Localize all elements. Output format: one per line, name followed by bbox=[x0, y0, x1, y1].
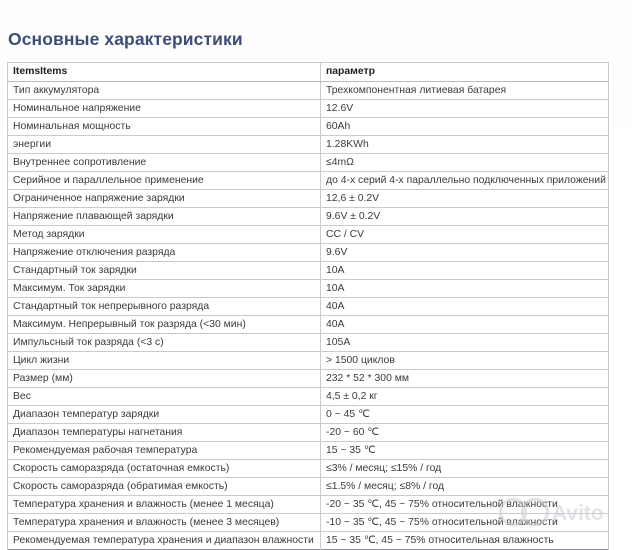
table-header-cell-items: ItemsItems bbox=[8, 63, 321, 82]
table-cell-item: Ограниченное напряжение зарядки bbox=[8, 190, 321, 208]
table-cell-item: Размер (мм) bbox=[8, 370, 321, 388]
table-cell-item: Скорость саморазряда (остаточная емкость) bbox=[8, 460, 321, 478]
table-cell-item: Температура хранения и влажность (менее 3 месяцев) bbox=[8, 514, 321, 532]
table-cell-parameter: ≤4mΩ bbox=[321, 154, 609, 172]
table-cell-parameter: ≤1.5% / месяц; ≤8% / год bbox=[321, 478, 609, 496]
table-cell-item: Тип аккумулятора bbox=[8, 82, 321, 100]
table-header-row bbox=[8, 63, 609, 82]
table-row bbox=[8, 442, 609, 460]
table-cell-parameter: Трехкомпонентная литиевая батарея bbox=[321, 82, 609, 100]
table-cell-parameter: 12,6 ± 0.2V bbox=[321, 190, 609, 208]
table-row bbox=[8, 226, 609, 244]
table-cell-item: Цикл жизни bbox=[8, 352, 321, 370]
table-cell-item: Номинальное напряжение bbox=[8, 100, 321, 118]
table-cell-item: Диапазон температуры нагнетания bbox=[8, 424, 321, 442]
table-row bbox=[8, 118, 609, 136]
table-cell-item: Температура хранения и влажность (менее 1 месяца) bbox=[8, 496, 321, 514]
specifications-table-body bbox=[8, 63, 609, 550]
table-cell-parameter: > 1500 циклов bbox=[321, 352, 609, 370]
table-cell-item: Напряжение плавающей зарядки bbox=[8, 208, 321, 226]
table-cell-parameter: 0 ~ 45 ℃ bbox=[321, 406, 609, 424]
table-row bbox=[8, 172, 609, 190]
table-row bbox=[8, 82, 609, 100]
table-cell-item: Вес bbox=[8, 388, 321, 406]
table-cell-parameter: -20 ~ 35 ℃, 45 ~ 75% относительной влажности bbox=[321, 496, 609, 514]
table-row bbox=[8, 532, 609, 550]
table-cell-item: Импульсный ток разряда (<3 с) bbox=[8, 334, 321, 352]
table-cell-item: Номинальная мощность bbox=[8, 118, 321, 136]
table-cell-item: Максимум. Непрерывный ток разряда (<30 мин) bbox=[8, 316, 321, 334]
table-cell-item: Стандартный ток зарядки bbox=[8, 262, 321, 280]
table-cell-parameter: 4,5 ± 0,2 кг bbox=[321, 388, 609, 406]
table-cell-item: Серийное и параллельное применение bbox=[8, 172, 321, 190]
table-cell-item: Рекомендуемая температура хранения и диапазон влажности bbox=[8, 532, 321, 550]
table-row bbox=[8, 388, 609, 406]
specifications-table bbox=[7, 62, 609, 550]
table-cell-parameter: 12.6V bbox=[321, 100, 609, 118]
table-cell-item: Рекомендуемая рабочая температура bbox=[8, 442, 321, 460]
table-cell-parameter: CC / CV bbox=[321, 226, 609, 244]
table-row bbox=[8, 424, 609, 442]
table-cell-parameter: 40A bbox=[321, 298, 609, 316]
table-row bbox=[8, 316, 609, 334]
table-row bbox=[8, 460, 609, 478]
table-cell-parameter: 40A bbox=[321, 316, 609, 334]
table-row bbox=[8, 136, 609, 154]
table-row bbox=[8, 298, 609, 316]
table-row bbox=[8, 190, 609, 208]
table-row bbox=[8, 352, 609, 370]
table-cell-parameter: 60Ah bbox=[321, 118, 609, 136]
table-row bbox=[8, 514, 609, 532]
table-cell-item: Стандартный ток непрерывного разряда bbox=[8, 298, 321, 316]
table-row bbox=[8, 154, 609, 172]
table-cell-item: Максимум. Ток зарядки bbox=[8, 280, 321, 298]
table-cell-parameter: -10 ~ 35 ℃, 45 ~ 75% относительной влажности bbox=[321, 514, 609, 532]
table-row bbox=[8, 208, 609, 226]
table-cell-parameter: до 4-х серий 4-х параллельно подключенных приложений bbox=[321, 172, 609, 190]
table-header-cell-parameter: параметр bbox=[321, 63, 609, 82]
table-row bbox=[8, 100, 609, 118]
table-cell-parameter: 10A bbox=[321, 262, 609, 280]
table-cell-item: Метод зарядки bbox=[8, 226, 321, 244]
table-cell-item: Скорость саморазряда (обратимая емкость) bbox=[8, 478, 321, 496]
table-cell-parameter: 105A bbox=[321, 334, 609, 352]
svg-text:Avito: Avito bbox=[552, 502, 604, 525]
table-row bbox=[8, 262, 609, 280]
table-row bbox=[8, 334, 609, 352]
table-row bbox=[8, 496, 609, 514]
table-cell-parameter: 10A bbox=[321, 280, 609, 298]
table-cell-item: Диапазон температур зарядки bbox=[8, 406, 321, 424]
table-row bbox=[8, 280, 609, 298]
table-row bbox=[8, 406, 609, 424]
table-cell-parameter: 9.6V ± 0.2V bbox=[321, 208, 609, 226]
table-cell-item: Внутреннее сопротивление bbox=[8, 154, 321, 172]
table-cell-parameter: 232 * 52 * 300 мм bbox=[321, 370, 609, 388]
table-row bbox=[8, 370, 609, 388]
table-row bbox=[8, 478, 609, 496]
table-cell-parameter: 1.28KWh bbox=[321, 136, 609, 154]
table-cell-parameter: -20 ~ 60 ℃ bbox=[321, 424, 609, 442]
table-cell-parameter: 15 ~ 35 ℃, 45 ~ 75% относительная влажность bbox=[321, 532, 609, 550]
page-title: Основные характеристики bbox=[8, 29, 243, 49]
table-cell-parameter: 9.6V bbox=[321, 244, 609, 262]
table-cell-parameter: 15 ~ 35 ℃ bbox=[321, 442, 609, 460]
table-cell-parameter: ≤3% / месяц; ≤15% / год bbox=[321, 460, 609, 478]
table-cell-item: энергии bbox=[8, 136, 321, 154]
table-row bbox=[8, 244, 609, 262]
table-cell-item: Напряжение отключения разряда bbox=[8, 244, 321, 262]
